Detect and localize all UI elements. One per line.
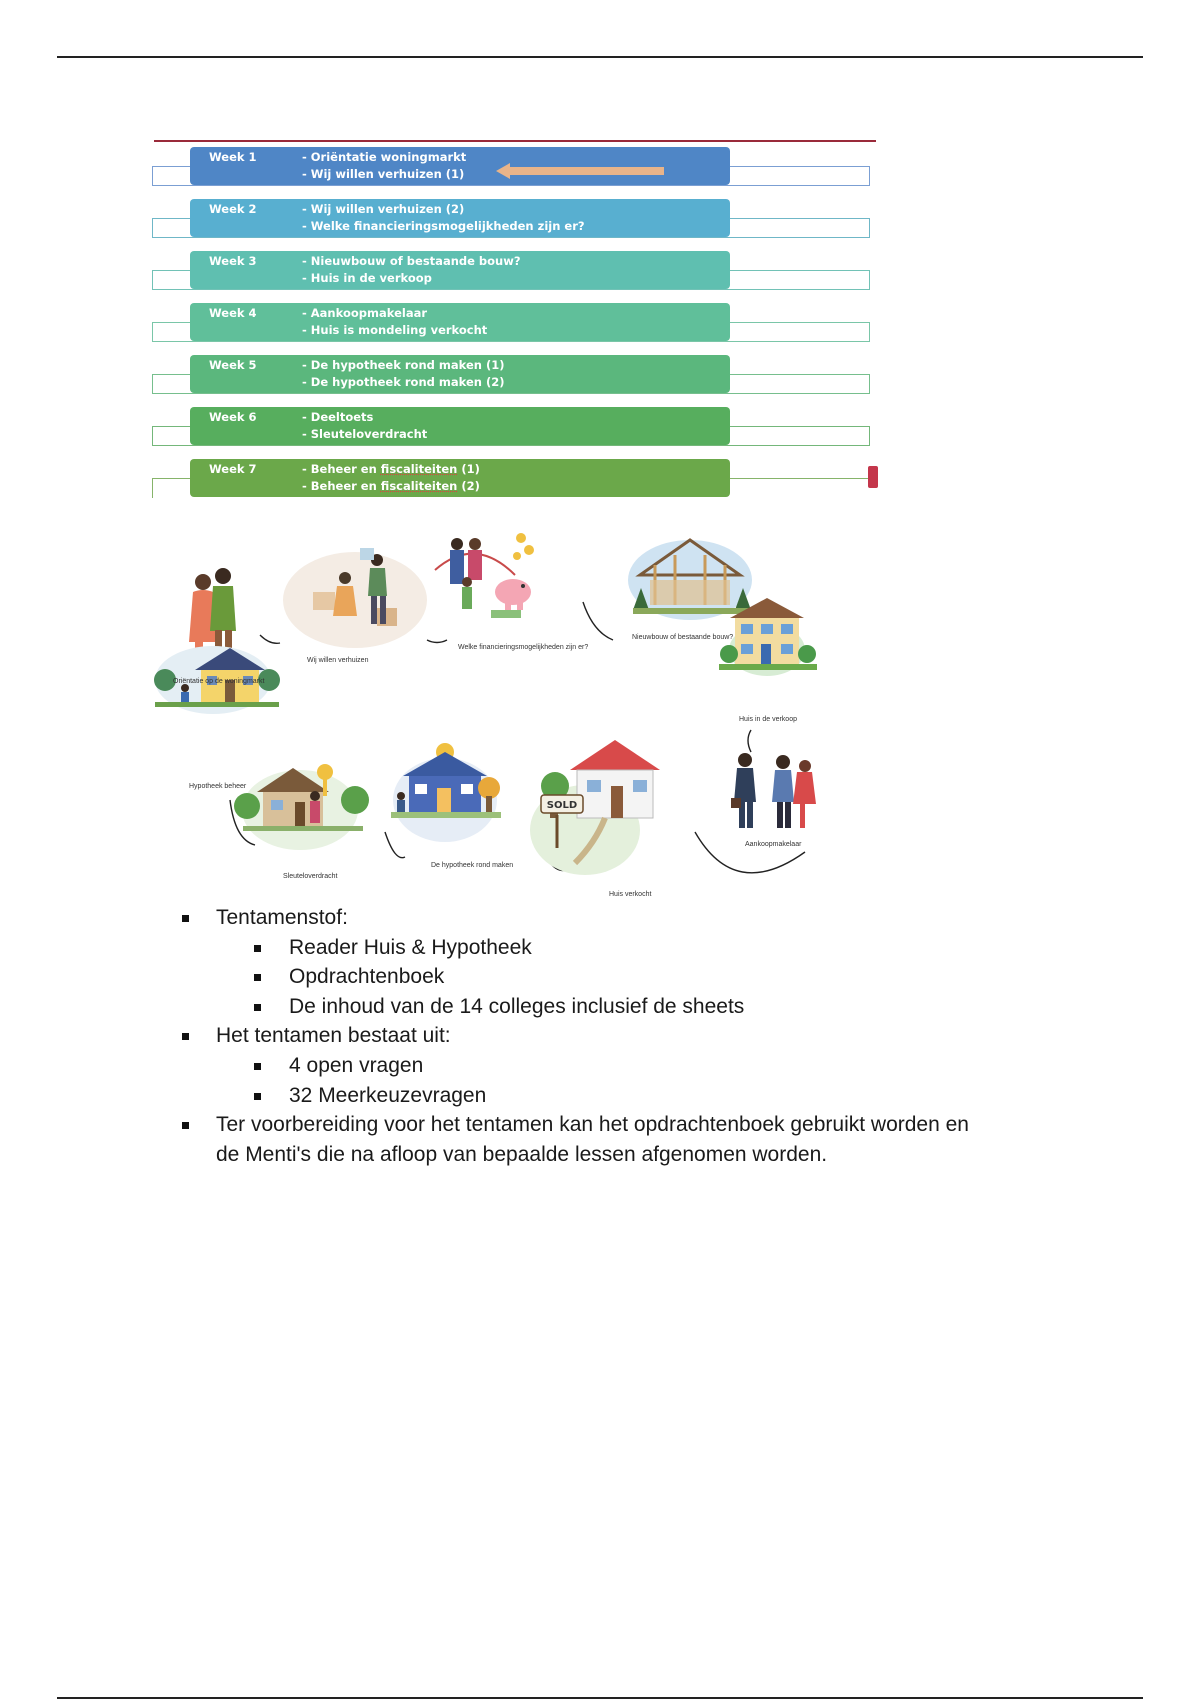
week-topic-2: - De hypotheek rond maken (2) — [302, 375, 505, 389]
buyer-agent-illustration — [731, 753, 816, 828]
week-topic-2: - Sleuteloverdracht — [302, 427, 428, 441]
exam-info-list — [180, 903, 1080, 1169]
week-schedule — [150, 140, 880, 505]
week-topic-1: - De hypotheek rond maken (1) — [302, 358, 505, 372]
bestaat-uit-sublist — [252, 1051, 1080, 1110]
family-piggybank-illustration — [435, 533, 534, 618]
week-label: Week 1 — [209, 150, 257, 164]
week-topic-1: - Beheer en fiscaliteiten (1) — [302, 462, 480, 476]
caption-verkoop: Huis in de verkoop — [739, 716, 797, 723]
spellcheck-word: fiscaliteiten — [380, 462, 458, 476]
current-week-arrow-icon — [496, 163, 664, 179]
week-bar — [190, 355, 730, 393]
bestaat-uit-heading: Het tentamen bestaat uit: — [216, 1024, 451, 1048]
caption-sleutel: Sleuteloverdracht — [283, 873, 338, 880]
caption-financiering: Welke financieringsmogelijkheden zijn er? — [458, 644, 589, 651]
week-topic-1: - Wij willen verhuizen (2) — [302, 202, 465, 216]
header-rule — [57, 56, 1143, 58]
caption-makelaar: Aankoopmakelaar — [745, 841, 802, 848]
week-bar — [190, 199, 730, 237]
voorbereiding-line-2: de Menti's die na afloop van bepaalde lessen afgenomen worden. — [216, 1142, 828, 1166]
week-row-5 — [150, 348, 880, 400]
week-topic-1: - Oriëntatie woningmarkt — [302, 150, 467, 164]
week-row-4 — [150, 296, 880, 348]
week-label: Week 5 — [209, 358, 257, 372]
week-label: Week 4 — [209, 306, 257, 320]
week-bar — [190, 459, 730, 497]
week-topic-1: - Deeltoets — [302, 410, 374, 424]
construction-house-illustration — [628, 540, 753, 620]
week-topic-2: - Wij willen verhuizen (1) — [302, 167, 465, 181]
week-topic-2: - Huis in de verkoop — [302, 271, 432, 285]
caption-verkocht: Huis verkocht — [609, 891, 652, 898]
week-bar — [190, 407, 730, 445]
week-label: Week 7 — [209, 462, 257, 476]
week-bar — [190, 303, 730, 341]
spellcheck-word: fiscaliteiten — [380, 479, 458, 493]
week-label: Week 6 — [209, 410, 257, 424]
list-item: 4 open vragen — [252, 1051, 1080, 1081]
tentamenstof-sublist — [252, 933, 1080, 1022]
journey-illustration — [145, 530, 865, 905]
week-row-6 — [150, 400, 880, 452]
list-item — [180, 1021, 1080, 1110]
week-bar — [190, 251, 730, 289]
week-label: Week 2 — [209, 202, 257, 216]
week-topic-1: - Aankoopmakelaar — [302, 306, 428, 320]
tentamenstof-heading: Tentamenstof: — [216, 906, 348, 929]
week-row-7 — [150, 452, 880, 504]
caption-verhuizen: Wij willen verhuizen — [307, 657, 369, 664]
exam-info — [180, 903, 1080, 1169]
key-handover-illustration — [234, 764, 369, 850]
mortgage-house-illustration — [391, 743, 501, 842]
week-row-1 — [150, 140, 880, 192]
week-topic-2: - Welke financieringsmogelijkheden zijn er? — [302, 219, 585, 233]
caption-nieuwbouw: Nieuwbouw of bestaande bouw? — [632, 634, 734, 641]
week-topic-2: - Huis is mondeling verkocht — [302, 323, 488, 337]
footer-rule — [57, 1697, 1143, 1699]
week-topic-2: - Beheer en fiscaliteiten (2) — [302, 479, 480, 493]
week-row-2 — [150, 192, 880, 244]
list-item: 32 Meerkeuzevragen — [252, 1081, 1080, 1111]
sold-house-illustration — [530, 740, 660, 875]
week-label: Week 3 — [209, 254, 257, 268]
moving-room-illustration — [283, 548, 427, 648]
list-item — [180, 903, 1080, 1021]
list-item: De inhoud van de 14 colleges inclusief de sheets — [252, 992, 1080, 1022]
voorbereiding-line-1: Ter voorbereiding voor het tentamen kan het opdrachtenboek gebruikt worden en — [216, 1113, 969, 1137]
caption-beheer: Hypotheek beheer — [189, 783, 247, 790]
week-topic-1: - Nieuwbouw of bestaande bouw? — [302, 254, 521, 268]
list-item — [180, 1110, 1080, 1169]
week-bar — [190, 147, 730, 185]
caption-orientatie: Oriëntatie op de woningmarkt — [173, 678, 265, 685]
side-marker-icon — [868, 466, 878, 488]
caption-hypotheek: De hypotheek rond maken — [431, 862, 514, 869]
week-row-3 — [150, 244, 880, 296]
list-item: Reader Huis & Hypotheek — [252, 933, 1080, 963]
list-item: Opdrachtenboek — [252, 962, 1080, 992]
sold-sign-text: SOLD — [546, 800, 578, 811]
